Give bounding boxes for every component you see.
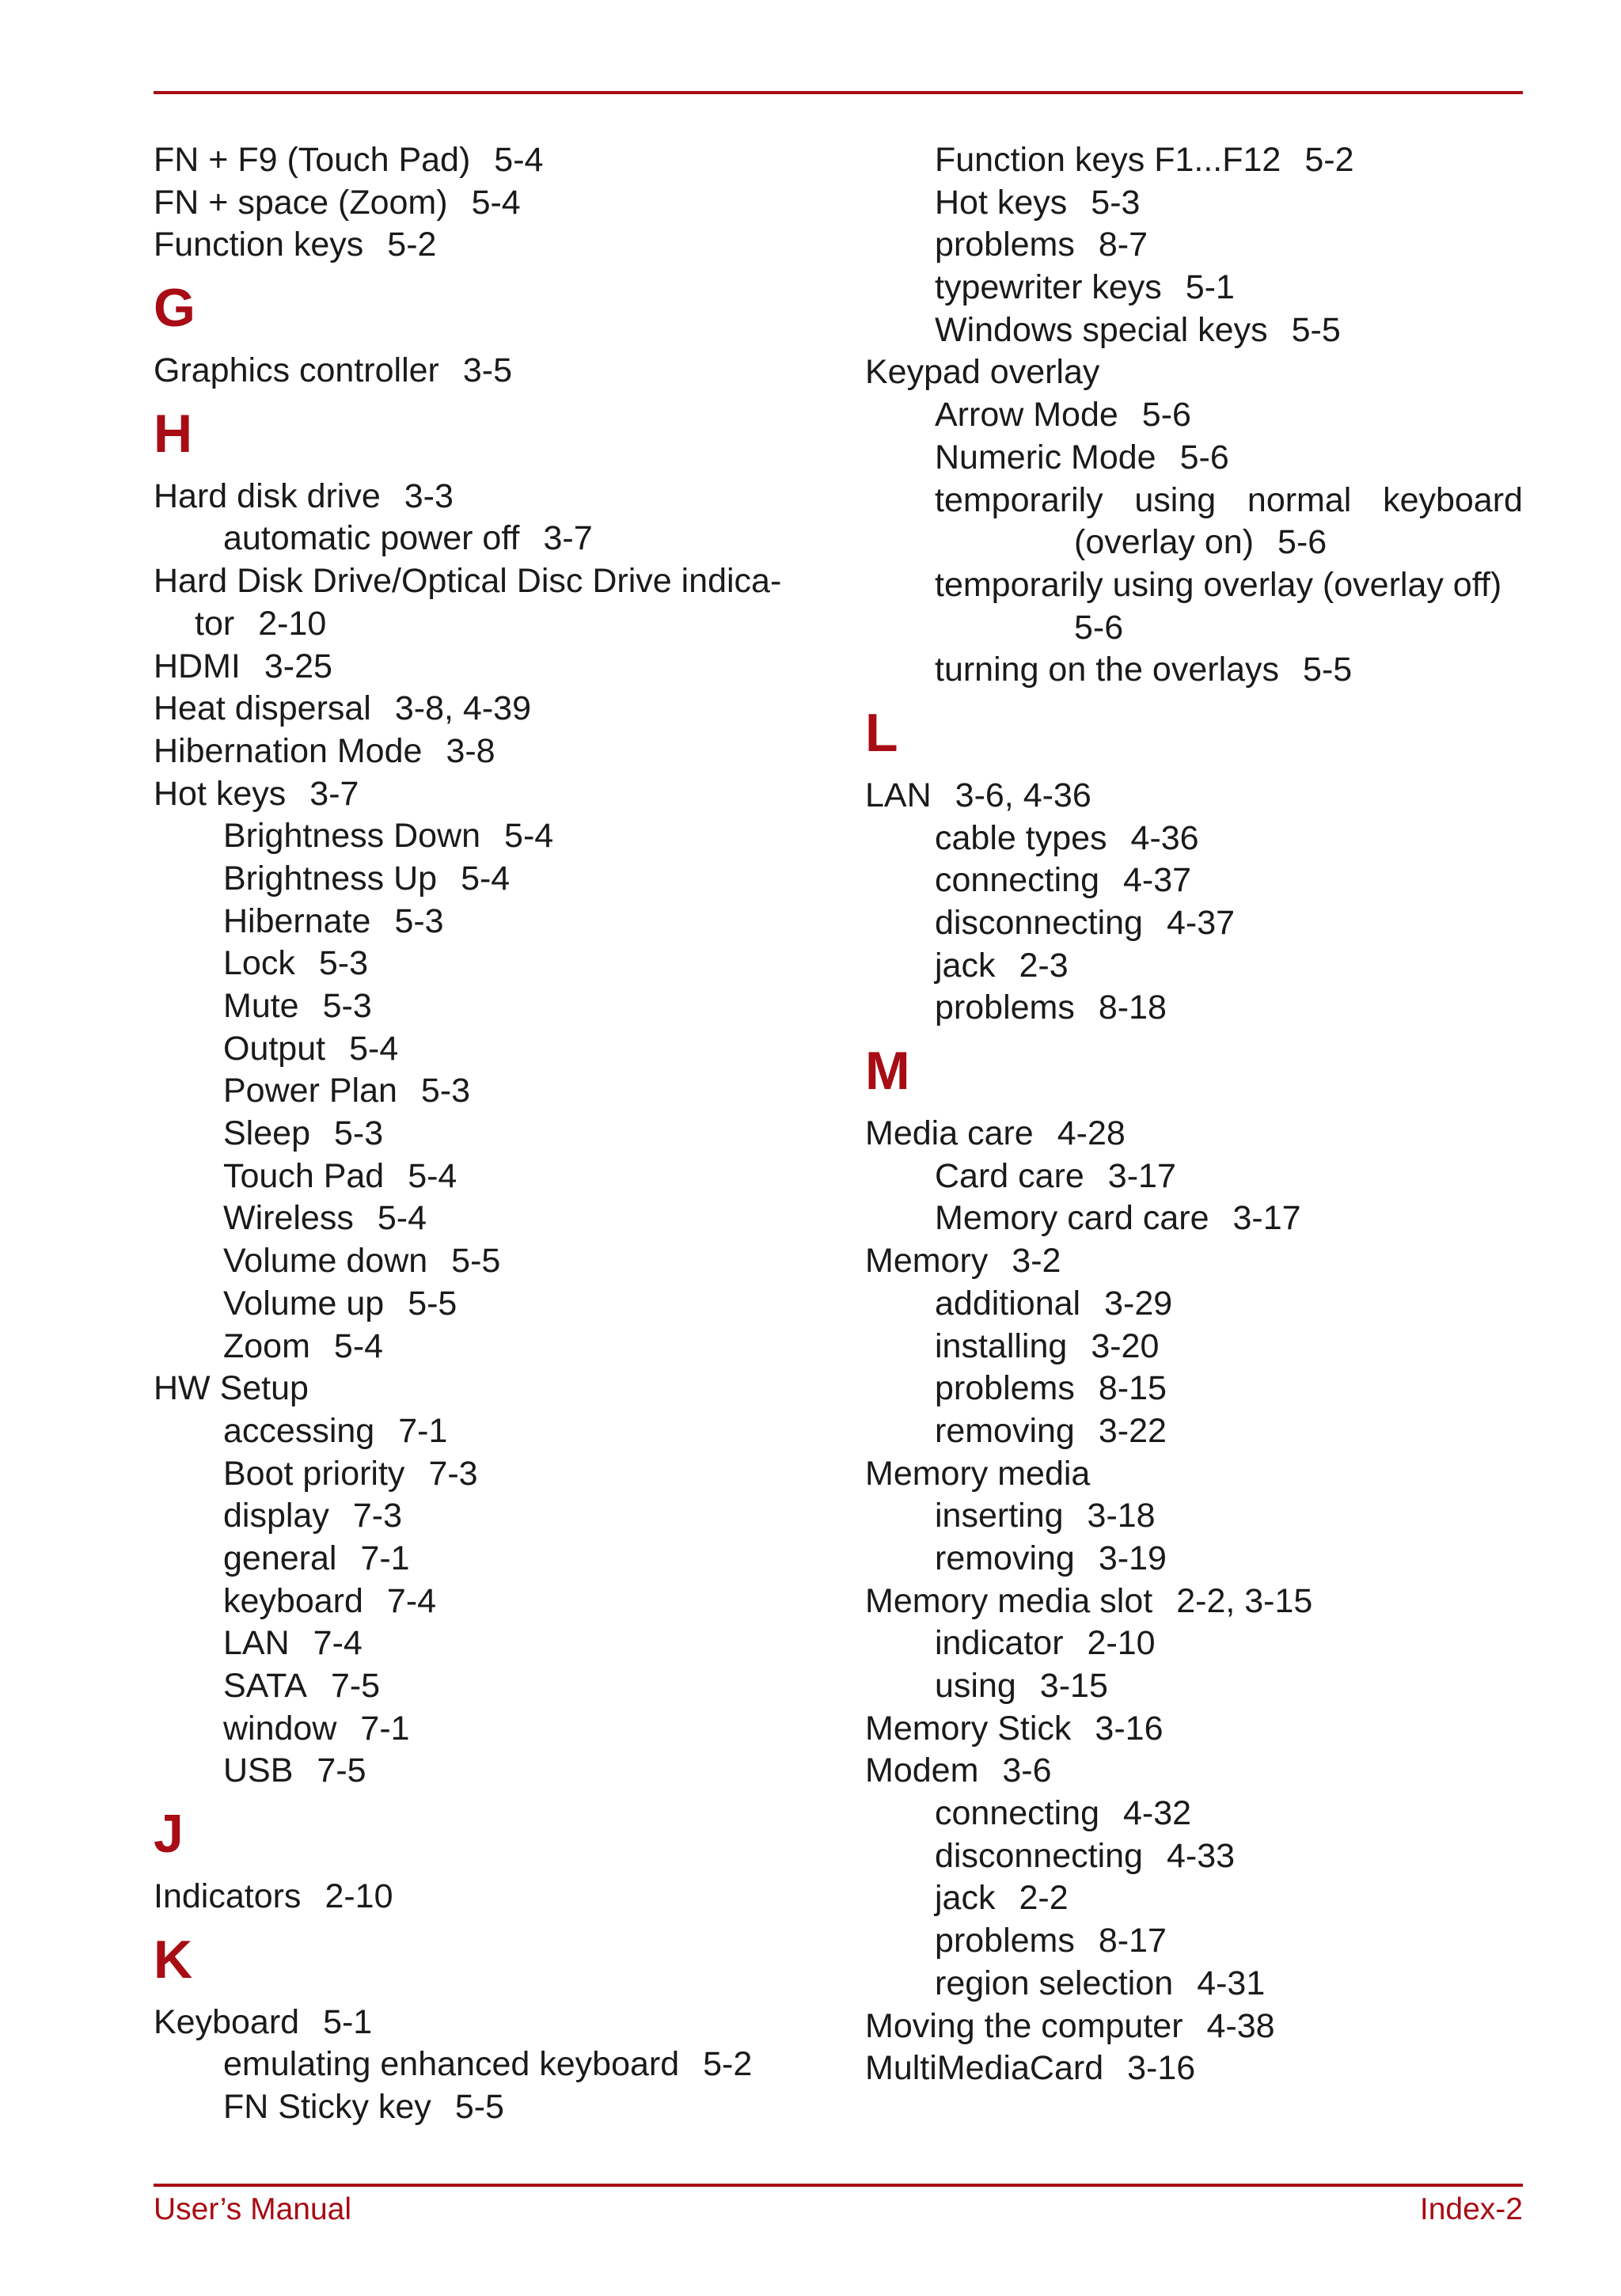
index-page-ref: 4-37 — [1123, 861, 1192, 900]
index-subentry — [154, 2086, 810, 2129]
index-subentry — [154, 1240, 810, 1283]
index-page-ref: 4-28 — [1057, 1114, 1126, 1153]
index-page-ref: 5-4 — [494, 141, 544, 179]
index-term: Card care — [935, 1156, 1084, 1195]
index-subentry — [865, 1326, 1523, 1368]
index-term: Hot keys — [935, 183, 1068, 222]
index-subentry — [154, 1326, 810, 1368]
index-page-ref: 4-38 — [1206, 2006, 1275, 2045]
index-term: problems — [935, 226, 1075, 264]
index-subentry — [154, 518, 810, 560]
index-page-ref: 3-17 — [1232, 1199, 1301, 1238]
index-page-ref: 3-5 — [462, 351, 513, 390]
index-section-letter: J — [154, 1804, 184, 1865]
index-subentry — [865, 1835, 1523, 1878]
index-subentry-continuation — [865, 607, 1523, 650]
index-subentry — [865, 437, 1523, 480]
index-column-left — [154, 139, 810, 2129]
index-term: Touch Pad — [223, 1156, 385, 1195]
index-term: Arrow Mode — [935, 396, 1118, 435]
index-term: Hot keys — [154, 774, 287, 813]
index-entry-word: temporarily — [935, 480, 1103, 519]
index-page-ref: 8-17 — [1098, 1922, 1167, 1960]
index-subentry — [154, 858, 810, 901]
footer-page-number: Index-2 — [1419, 2192, 1523, 2226]
index-term: Output — [223, 1029, 326, 1068]
index-page-ref: 2-10 — [325, 1877, 393, 1916]
index-entry — [154, 224, 810, 267]
index-subentry — [154, 901, 810, 943]
index-subentry — [154, 1113, 810, 1156]
index-entry — [865, 2047, 1523, 2090]
index-entry-word: normal — [1247, 480, 1352, 519]
index-page-ref: 5-2 — [387, 226, 437, 264]
index-page-ref: 7-4 — [386, 1581, 437, 1620]
index-term: using — [935, 1667, 1016, 1705]
index-term: Power Plan — [223, 1072, 397, 1110]
index-entry — [154, 476, 810, 518]
index-page-ref: 7-5 — [330, 1667, 381, 1705]
index-page-ref: 3-16 — [1127, 2049, 1196, 2088]
index-term: Modem — [865, 1751, 979, 1790]
index-entry — [865, 775, 1523, 818]
index-entry — [154, 2002, 810, 2044]
index-term: disconnecting — [935, 1836, 1143, 1875]
index-term: jack — [935, 1879, 996, 1918]
index-term: indicator — [935, 1624, 1064, 1663]
index-section-letter: K — [154, 1929, 193, 1990]
index-subentry — [865, 1197, 1523, 1240]
index-subentry — [865, 945, 1523, 988]
index-term: installing — [935, 1326, 1068, 1365]
index-term: Zoom — [223, 1326, 310, 1365]
index-entry — [154, 646, 810, 689]
index-entry — [865, 1750, 1523, 1793]
index-subentry — [865, 480, 1523, 522]
index-page-ref: 5-3 — [420, 1072, 471, 1110]
index-subentry — [154, 1665, 810, 1708]
index-page-ref: 7-3 — [352, 1497, 403, 1535]
index-subentry — [865, 1156, 1523, 1198]
index-entry — [865, 351, 1523, 394]
index-term: LAN — [223, 1624, 290, 1663]
index-term: Wireless — [223, 1199, 354, 1238]
index-term: keyboard — [223, 1581, 363, 1620]
index-subentry — [154, 985, 810, 1028]
index-term: Keypad overlay — [865, 353, 1100, 392]
index-term: HW Setup — [154, 1369, 309, 1408]
index-page-ref: 3-6, 4-36 — [955, 776, 1091, 814]
index-subentry — [865, 1665, 1523, 1708]
index-term: window — [223, 1709, 337, 1748]
index-entry — [865, 1453, 1523, 1496]
index-term: Indicators — [154, 1877, 302, 1916]
index-subentry — [865, 1622, 1523, 1665]
index-page-ref: 3-3 — [404, 476, 454, 515]
index-page-ref: 5-3 — [333, 1114, 384, 1153]
index-page-ref: 5-6 — [1179, 438, 1229, 476]
index-term: emulating enhanced keyboard — [223, 2045, 680, 2084]
index-term: Memory Stick — [865, 1709, 1072, 1748]
index-term: Heat dispersal — [154, 689, 371, 728]
index-page-ref: 4-32 — [1123, 1794, 1192, 1833]
index-page-ref: 5-4 — [504, 817, 554, 856]
index-subentry — [154, 1070, 810, 1113]
index-term: Memory media — [865, 1454, 1091, 1493]
index-term: LAN — [865, 776, 932, 814]
index-page-ref: 5-3 — [1091, 183, 1141, 222]
index-term: problems — [935, 1922, 1075, 1960]
index-term: Function keys — [154, 226, 364, 264]
index-page-ref: 3-16 — [1095, 1709, 1164, 1748]
index-page-ref: 5-3 — [322, 987, 372, 1025]
index-page-ref: 5-3 — [318, 944, 368, 983]
index-subentry — [865, 309, 1523, 352]
index-page-ref: 5-6 — [1277, 523, 1327, 562]
index-page-ref: 3-17 — [1107, 1156, 1176, 1195]
index-term: temporarily using overlay (overlay off) — [935, 565, 1502, 604]
index-term: Lock — [223, 944, 295, 983]
index-entry-word: keyboard — [1383, 480, 1523, 519]
index-page-ref: 4-36 — [1130, 818, 1199, 857]
footer-manual-title: User’s Manual — [154, 2192, 351, 2226]
index-page-ref: 7-3 — [428, 1454, 478, 1493]
index-page-ref: 5-5 — [451, 1242, 501, 1281]
index-page-ref: 3-8 — [446, 731, 495, 770]
index-term: cable types — [935, 818, 1107, 857]
index-term: general — [223, 1539, 337, 1577]
index-subentry — [865, 1538, 1523, 1581]
index-term: MultiMediaCard — [865, 2049, 1104, 2088]
index-term: Keyboard — [154, 2002, 300, 2041]
index-page-ref: 3-7 — [309, 774, 359, 813]
index-page-ref: 2-2 — [1019, 1879, 1069, 1918]
index-subentry — [154, 1410, 810, 1453]
index-section-letter: L — [865, 702, 898, 763]
index-page-ref: 5-1 — [1185, 268, 1235, 307]
index-term: problems — [935, 989, 1075, 1027]
index-term: accessing — [223, 1411, 375, 1450]
index-page-ref: 5-6 — [1141, 396, 1191, 435]
index-page-ref: 7-5 — [317, 1751, 366, 1790]
index-entry-continuation — [154, 603, 810, 646]
index-entry — [154, 688, 810, 731]
index-subentry — [865, 394, 1523, 437]
index-term: Sleep — [223, 1114, 310, 1153]
index-subentry — [154, 815, 810, 858]
index-entry — [154, 560, 810, 603]
index-page-ref: 2-10 — [258, 604, 327, 643]
index-page-ref: 5-4 — [461, 859, 511, 898]
index-subentry — [865, 1793, 1523, 1835]
index-page-ref: 2-3 — [1019, 946, 1069, 985]
index-subentry — [865, 139, 1523, 182]
index-term: Brightness Down — [223, 817, 481, 856]
index-subentry — [865, 902, 1523, 945]
index-subentry — [154, 1495, 810, 1538]
footer-rule — [154, 2184, 1523, 2187]
index-page-ref: 5-4 — [471, 183, 521, 222]
index-entry — [154, 731, 810, 773]
index-subentry — [154, 1283, 810, 1326]
index-term: typewriter keys — [935, 268, 1162, 307]
index-subentry — [865, 267, 1523, 309]
index-entry — [154, 1876, 810, 1918]
index-term: SATA — [223, 1667, 307, 1705]
index-term: Volume down — [223, 1242, 428, 1281]
index-term: jack — [935, 946, 996, 985]
index-page-ref: 5-2 — [1304, 141, 1354, 179]
index-page-ref: 3-2 — [1012, 1242, 1061, 1281]
index-subentry — [865, 1368, 1523, 1410]
index-page-ref: 8-7 — [1098, 226, 1148, 264]
index-term: inserting — [935, 1497, 1064, 1535]
index-term: problems — [935, 1369, 1075, 1408]
index-entry — [865, 1113, 1523, 1156]
index-subentry — [865, 1877, 1523, 1920]
index-page-ref: 7-1 — [360, 1539, 410, 1577]
index-entry — [154, 1368, 810, 1410]
index-subentry — [865, 1283, 1523, 1326]
index-subentry — [865, 1410, 1523, 1453]
header-rule — [154, 91, 1523, 94]
index-term: removing — [935, 1411, 1075, 1450]
index-page-ref: 5-5 — [454, 2088, 504, 2127]
index-term: Function keys F1...F12 — [935, 141, 1281, 179]
index-term: turning on the overlays — [935, 651, 1280, 689]
index-subentry — [154, 1453, 810, 1496]
index-section-letter: H — [154, 403, 193, 464]
index-term: FN + F9 (Touch Pad) — [154, 141, 471, 179]
index-page-ref: 3-7 — [543, 519, 593, 558]
index-page-ref: 3-18 — [1087, 1497, 1156, 1535]
index-term: Boot priority — [223, 1454, 405, 1493]
index-page-ref: 5-4 — [377, 1199, 427, 1238]
index-page-ref: 4-37 — [1166, 904, 1236, 942]
index-subentry — [865, 649, 1523, 692]
index-term: FN + space (Zoom) — [154, 183, 448, 222]
index-term: HDMI — [154, 647, 241, 685]
index-subentry — [865, 1920, 1523, 1963]
index-page-ref: 2-10 — [1087, 1624, 1156, 1663]
index-subentry — [154, 943, 810, 985]
index-subentry — [154, 1028, 810, 1071]
index-subentry — [154, 1708, 810, 1751]
index-page-ref: 4-31 — [1197, 1964, 1266, 2002]
index-term: Media care — [865, 1114, 1034, 1153]
index-term: removing — [935, 1539, 1075, 1577]
index-subentry — [865, 224, 1523, 267]
index-term: connecting — [935, 1794, 1099, 1833]
index-page-ref: 3-20 — [1091, 1326, 1160, 1365]
index-term: automatic power off — [223, 519, 520, 558]
index-term: connecting — [935, 861, 1099, 900]
index-page-ref: 5-3 — [394, 901, 444, 940]
index-term: additional — [935, 1284, 1081, 1323]
index-term: Memory media slot — [865, 1581, 1153, 1620]
index-subentry — [154, 2044, 810, 2086]
index-term: USB — [223, 1751, 294, 1790]
index-subentry — [154, 1750, 810, 1793]
index-subentry — [865, 564, 1523, 607]
index-page-ref: 7-4 — [313, 1624, 363, 1663]
index-term: (overlay on) — [1074, 523, 1255, 562]
index-page-ref: 8-15 — [1098, 1369, 1167, 1408]
index-entry-word: using — [1134, 480, 1217, 519]
index-subentry — [865, 1495, 1523, 1538]
index-page-ref: 3-6 — [1002, 1751, 1052, 1790]
index-term: Hibernate — [223, 901, 371, 940]
index-term: Windows special keys — [935, 310, 1268, 349]
index-term: FN Sticky key — [223, 2088, 431, 2127]
index-term: tor — [195, 604, 235, 643]
index-page-ref: 3-19 — [1098, 1539, 1167, 1577]
index-entry — [865, 1708, 1523, 1751]
index-page-ref: 8-18 — [1098, 989, 1167, 1027]
index-section-letter: M — [865, 1041, 910, 1102]
index-entry — [865, 1240, 1523, 1283]
index-page-ref: 5-5 — [1291, 310, 1341, 349]
index-subentry — [865, 860, 1523, 902]
index-subentry — [154, 1622, 810, 1665]
index-term: Volume up — [223, 1284, 385, 1323]
index-subentry — [154, 1538, 810, 1581]
index-page-ref: 3-29 — [1104, 1284, 1173, 1323]
index-term: disconnecting — [935, 904, 1143, 942]
index-column-right — [865, 139, 1523, 2090]
index-term: Graphics controller — [154, 351, 439, 390]
index-subentry — [865, 182, 1523, 225]
index-term: Hard Disk Drive/Optical Disc Drive indica- — [154, 562, 782, 601]
index-subentry — [154, 1156, 810, 1198]
index-subentry — [154, 1581, 810, 1623]
index-term: Mute — [223, 987, 299, 1025]
index-term: Hard disk drive — [154, 476, 381, 515]
index-subentry — [865, 818, 1523, 860]
index-subentry — [865, 987, 1523, 1030]
index-page-ref: 7-1 — [360, 1709, 410, 1748]
index-term: 5-6 — [1074, 608, 1124, 647]
index-page-ref: 7-1 — [398, 1411, 448, 1450]
index-page-ref: 3-8, 4-39 — [394, 689, 531, 728]
index-entry — [865, 1581, 1523, 1623]
index-term: Moving the computer — [865, 2006, 1183, 2045]
index-term: Memory card care — [935, 1199, 1209, 1238]
index-section-letter: G — [154, 278, 196, 339]
index-term: display — [223, 1497, 329, 1535]
index-subentry — [865, 1963, 1523, 2006]
index-page-ref: 3-22 — [1098, 1411, 1167, 1450]
index-subentry — [154, 1197, 810, 1240]
index-entry — [154, 182, 810, 225]
index-subentry-continuation — [865, 522, 1523, 564]
index-term: Brightness Up — [223, 859, 438, 898]
index-page-ref: 3-15 — [1039, 1667, 1108, 1705]
index-page-ref: 5-2 — [703, 2045, 753, 2084]
index-term: region selection — [935, 1964, 1174, 2002]
index-term: Memory — [865, 1242, 989, 1281]
index-page-ref: 5-5 — [408, 1284, 457, 1323]
index-entry — [865, 2006, 1523, 2048]
index-page-ref: 5-1 — [323, 2002, 373, 2041]
index-page-ref: 5-5 — [1303, 651, 1353, 689]
index-page-ref: 5-4 — [349, 1029, 399, 1068]
index-entry — [154, 139, 810, 182]
index-entry — [154, 350, 810, 393]
index-term: Hibernation Mode — [154, 731, 423, 770]
index-page-ref: 2-2, 3-15 — [1176, 1581, 1313, 1620]
index-term: Numeric Mode — [935, 438, 1156, 476]
index-entry — [154, 773, 810, 816]
index-page-ref: 5-4 — [333, 1326, 384, 1365]
index-page-ref: 5-4 — [408, 1156, 457, 1195]
index-page-ref: 4-33 — [1166, 1836, 1236, 1875]
index-page-ref: 3-25 — [264, 647, 332, 685]
